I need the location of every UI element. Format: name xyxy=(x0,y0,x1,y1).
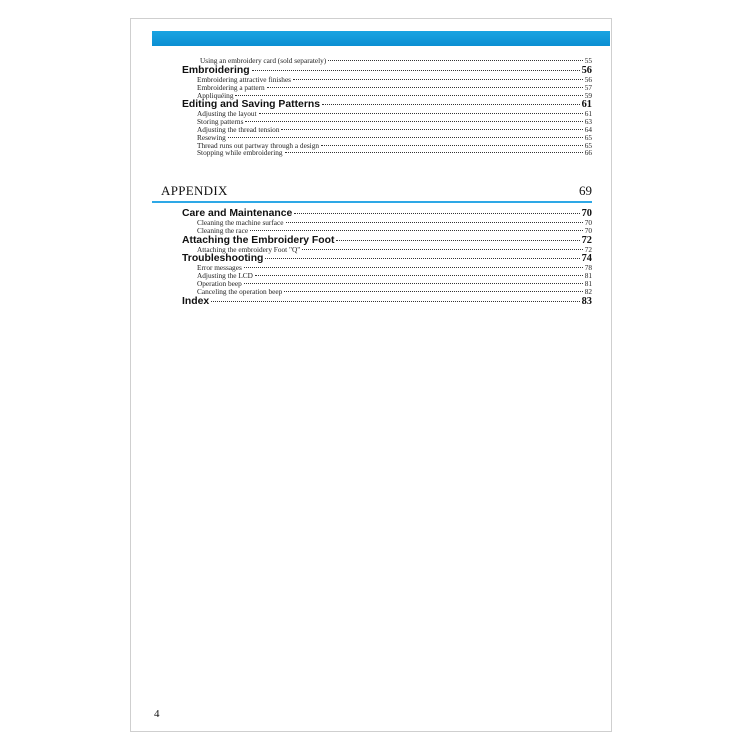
toc-entry[interactable] xyxy=(180,84,592,92)
toc-entry-page: 81 xyxy=(584,271,592,281)
toc-entry-page: 61 xyxy=(581,99,592,111)
toc-entry-page: 55 xyxy=(584,56,592,65)
toc-entry-page: 81 xyxy=(584,278,592,288)
toc-chapter-entry[interactable] xyxy=(180,296,592,307)
toc-entry-title: Embroidering a pattern xyxy=(197,82,265,92)
toc-entry-page: 65 xyxy=(584,132,592,142)
toc-entry-page: 78 xyxy=(584,263,592,273)
dot-leader xyxy=(255,275,583,276)
dot-leader xyxy=(294,213,579,214)
dot-leader xyxy=(259,113,583,114)
toc-entry-page: 70 xyxy=(584,218,592,227)
toc-entry[interactable] xyxy=(180,149,592,157)
toc-entry-page: 82 xyxy=(584,286,592,296)
toc-section-main xyxy=(180,57,592,157)
dot-leader xyxy=(235,95,582,96)
dot-leader xyxy=(211,301,579,302)
toc-entry-title: Embroidering xyxy=(182,65,250,76)
dot-leader xyxy=(267,87,583,88)
toc-entry-page: 83 xyxy=(581,295,592,307)
dot-leader xyxy=(328,60,582,61)
toc-entry-title: Storing patterns xyxy=(197,117,244,127)
toc-entry-title: Adjusting the thread tension xyxy=(197,124,280,134)
appendix-header xyxy=(152,183,592,203)
dot-leader xyxy=(286,222,583,223)
toc-entry-title: Editing and Saving Patterns xyxy=(182,99,320,111)
toc-entry-title: Care and Maintenance xyxy=(182,208,293,219)
toc-entry-title: Adjusting the layout xyxy=(197,109,257,119)
dot-leader xyxy=(285,152,583,153)
toc-entry-title: Thread runs out partway through a design xyxy=(197,140,319,150)
toc-entry-page: 61 xyxy=(584,109,592,119)
toc-entry-page: 70 xyxy=(581,208,592,219)
appendix-title: APPENDIX xyxy=(161,183,228,198)
dot-leader xyxy=(244,283,583,284)
toc-entry-page: 70 xyxy=(584,225,592,235)
toc-entry[interactable] xyxy=(180,288,592,296)
toc-entry-title: Troubleshooting xyxy=(182,253,264,265)
toc-entry-title: Embroidering attractive finishes xyxy=(197,75,292,84)
dot-leader xyxy=(265,258,579,259)
toc-entry-title: Operation beep xyxy=(197,278,242,288)
toc-entry[interactable] xyxy=(180,92,592,100)
toc-entry-title: Attaching the Embroidery Foot xyxy=(182,234,335,246)
toc-entry-title: Attaching the embroidery Foot "Q" xyxy=(197,244,301,254)
toc-entry-page: 74 xyxy=(581,253,592,265)
dot-leader xyxy=(284,291,582,292)
toc-entry[interactable] xyxy=(180,246,592,254)
toc-entry-page: 57 xyxy=(584,82,592,92)
toc-entry-title: Stopping while embroidering xyxy=(197,148,283,158)
toc-entry-page: 59 xyxy=(584,90,592,100)
page-number: 4 xyxy=(154,708,160,720)
toc-entry-page: 65 xyxy=(584,140,592,150)
toc-entry-title: Using an embroidery card (sold separately) xyxy=(200,56,327,65)
toc-entry-page: 56 xyxy=(581,65,592,76)
dot-leader xyxy=(322,104,580,105)
dot-leader xyxy=(228,137,583,138)
toc-entry[interactable] xyxy=(180,126,592,134)
toc-entry-title: Cleaning the race xyxy=(197,225,249,235)
dot-leader xyxy=(250,230,583,231)
toc-entry-title: Error messages xyxy=(197,263,242,273)
dot-leader xyxy=(302,249,582,250)
dot-leader xyxy=(252,70,580,71)
toc-entry-page: 56 xyxy=(584,75,592,84)
header-bar xyxy=(152,31,610,46)
toc-entry-title: Adjusting the LCD xyxy=(197,271,253,281)
toc-entry[interactable] xyxy=(180,57,592,65)
toc-entry-title: Cleaning the machine surface xyxy=(197,218,284,227)
dot-leader xyxy=(321,145,583,146)
toc-entry-title: Appliquéing xyxy=(197,90,234,100)
dot-leader xyxy=(244,267,583,268)
dot-leader xyxy=(245,121,582,122)
appendix-page: 69 xyxy=(579,183,592,198)
appendix-rule xyxy=(152,201,592,203)
toc-entry-page: 63 xyxy=(584,117,592,127)
toc-entry-page: 66 xyxy=(584,148,592,158)
toc-entry[interactable] xyxy=(180,227,592,235)
dot-leader xyxy=(293,79,583,80)
toc-entry-title: Resewing xyxy=(197,132,226,142)
toc-entry-title: Canceling the operation beep xyxy=(197,286,283,296)
dot-leader xyxy=(281,129,582,130)
toc-entry-page: 64 xyxy=(584,124,592,134)
toc-section-appendix xyxy=(180,208,592,307)
toc-entry-page: 72 xyxy=(581,234,592,246)
toc-entry-title: Index xyxy=(182,295,210,307)
toc-entry-page: 72 xyxy=(584,244,592,254)
toc-chapter-entry[interactable] xyxy=(180,235,592,246)
dot-leader xyxy=(336,240,579,241)
